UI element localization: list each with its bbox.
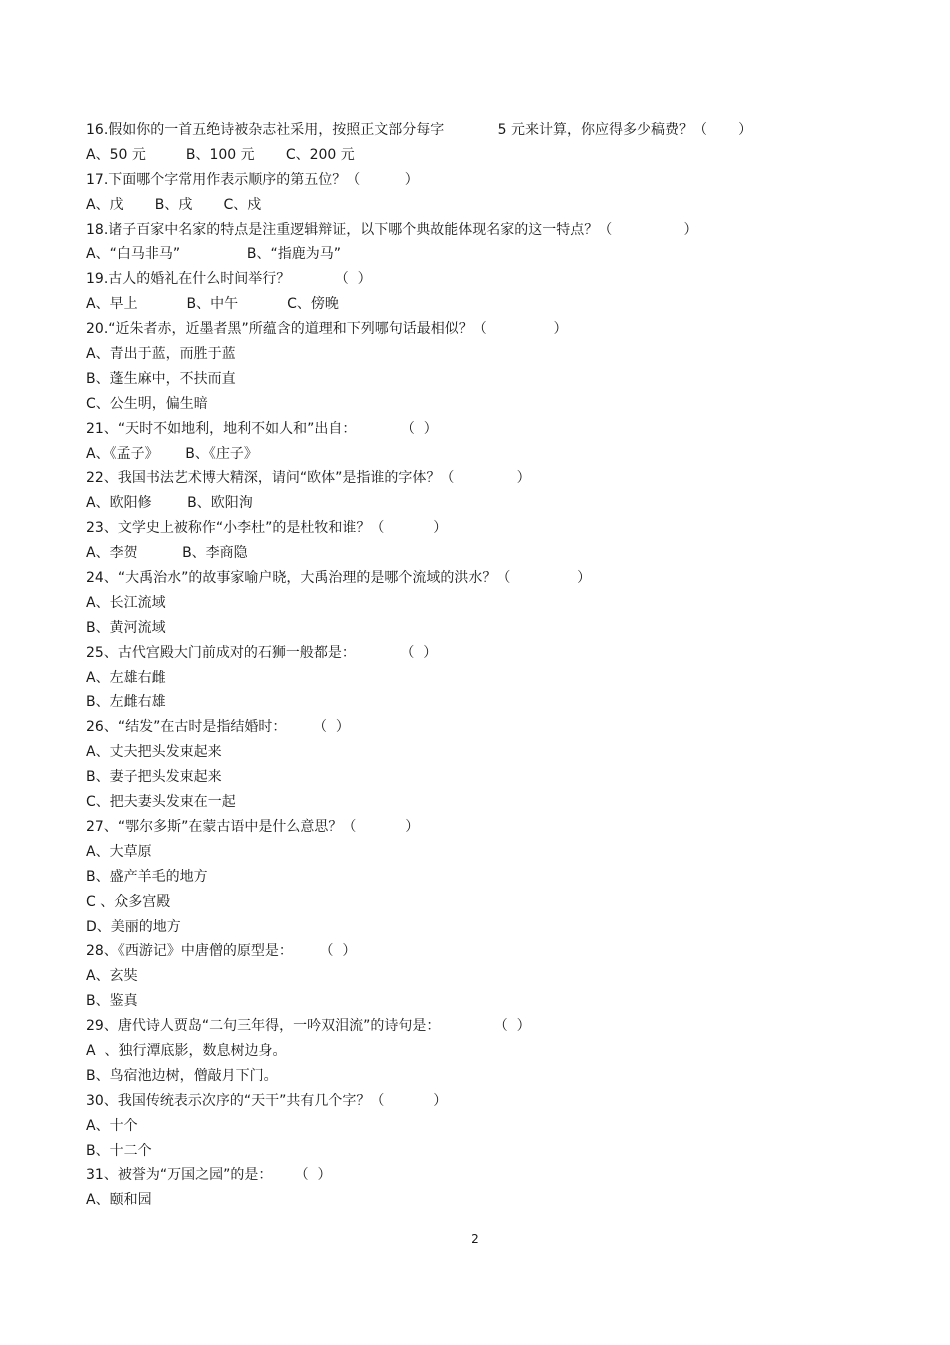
question-30-option-a: A、十个 [86,1117,138,1134]
question-23-options: A、李贺 B、李商隐 [86,545,248,562]
question-23: 23、文学史上被称作“小李杜”的是杜牧和谁？（ ） [86,520,448,537]
question-21: 21、“天时不如地利，地利不如人和”出自： （ ） [86,420,438,437]
question-20-option-c: C、公生明，偏生暗 [86,395,208,412]
question-26: 26、“结发”在古时是指结婚时： （ ） [86,719,350,736]
question-29-option-a: A 、独行潭底影，数息树边身。 [86,1042,287,1059]
question-16: 16.假如你的一首五绝诗被杂志社采用，按照正文部分每字 5 元来计算，你应得多少稿费？（ ） [86,122,753,138]
question-16-options: A、50 元 B、100 元 C、200 元 [86,146,355,163]
question-29: 29、唐代诗人贾岛“二句三年得，一吟双泪流”的诗句是： （ ） [86,1018,531,1035]
question-27-option-d: D、美丽的地方 [86,918,181,935]
question-29-option-b: B、鸟宿池边树，僧敲月下门。 [86,1067,278,1084]
question-24-option-b: B、黄河流域 [86,619,166,636]
question-21-options: A、《孟子》 B、《庄子》 [86,445,258,462]
question-26-option-b: B、妻子把头发束起来 [86,769,222,786]
question-31: 31、被誉为“万国之园”的是： （ ） [86,1167,332,1184]
question-17-options: A、戊 B、戌 C、戍 [86,196,262,213]
question-26-option-c: C、把夫妻头发束在一起 [86,794,236,811]
question-26-option-a: A、丈夫把头发束起来 [86,744,222,761]
question-19-options: A、早上 B、中午 C、傍晚 [86,296,339,313]
question-22: 22、我国书法艺术博大精深，请问“欧体”是指谁的字体？（ ） [86,470,531,487]
question-list [86,118,866,1213]
question-25-option-b: B、左雌右雄 [86,694,166,711]
question-25-option-a: A、左雄右雌 [86,669,166,686]
question-25: 25、古代宫殿大门前成对的石狮一般都是： （ ） [86,644,438,661]
question-19: 19.古人的婚礼在什么时间举行？ （ ） [86,271,372,288]
question-20-option-b: B、蓬生麻中，不扶而直 [86,370,236,387]
question-20: 20.“近朱者赤，近墨者黑”所蕴含的道理和下列哪句话最相似？（ ） [86,321,568,338]
question-27-option-c: C 、众多宫殿 [86,893,171,910]
question-28-option-a: A、玄奘 [86,968,138,985]
question-31-option-a: A、颐和园 [86,1192,152,1209]
question-17: 17.下面哪个字常用作表示顺序的第五位？（ ） [86,171,419,188]
question-28: 28、《西游记》中唐僧的原型是： （ ） [86,943,357,960]
question-27-option-a: A、大草原 [86,843,152,860]
question-30-option-b: B、十二个 [86,1142,152,1159]
question-24-option-a: A、长江流域 [86,594,166,611]
question-18: 18.诸子百家中名家的特点是注重逻辑辩证，以下哪个典故能体现名家的这一特点？（ ） [86,221,698,238]
question-24: 24、“大禹治水”的故事家喻户晓，大禹治理的是哪个流域的洪水？（ ） [86,570,592,587]
question-22-options: A、欧阳修 B、欧阳洵 [86,495,253,512]
question-27: 27、“鄂尔多斯”在蒙古语中是什么意思？（ ） [86,818,420,835]
question-28-option-b: B、鉴真 [86,993,138,1010]
question-30: 30、我国传统表示次序的“天干”共有几个字？（ ） [86,1092,448,1109]
question-20-option-a: A、青出于蓝，而胜于蓝 [86,346,236,363]
question-18-options: A、“白马非马” B、“指鹿为马” [86,246,341,263]
page-number: 2 [471,1232,479,1246]
question-27-option-b: B、盛产羊毛的地方 [86,868,208,885]
